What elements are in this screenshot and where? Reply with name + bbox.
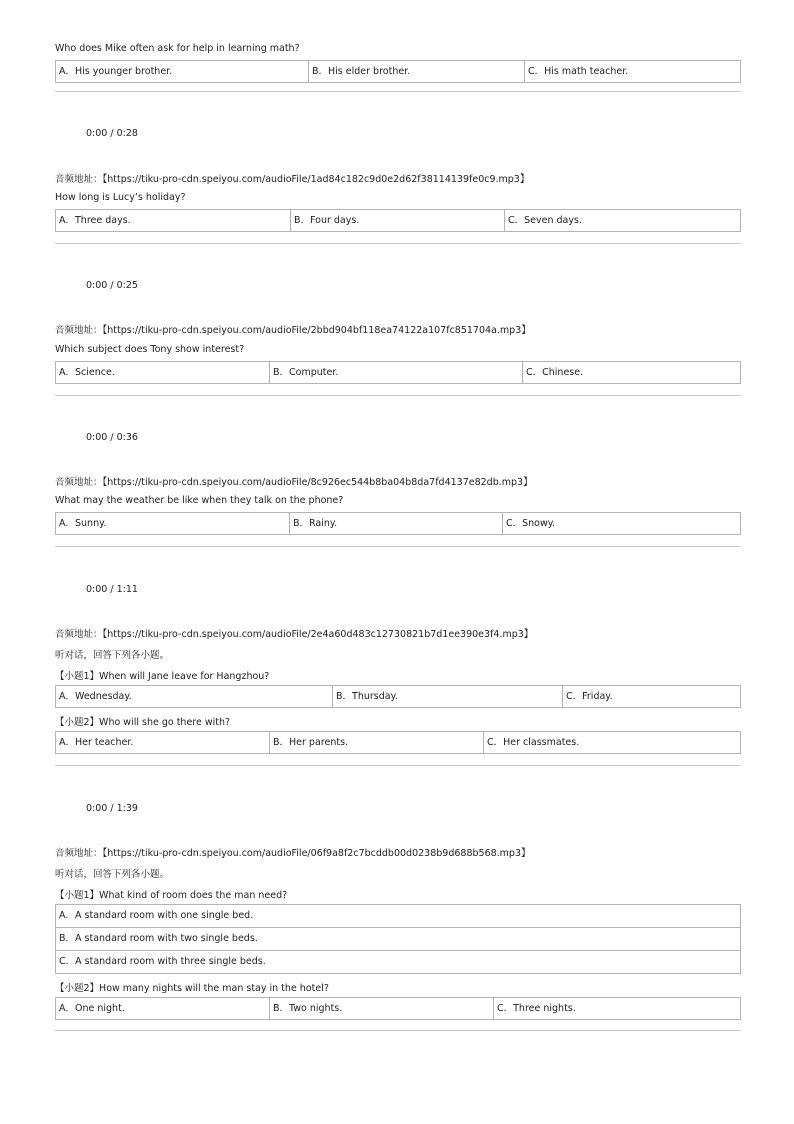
option-c[interactable]: C．A standard room with three single beds. bbox=[55, 950, 741, 974]
options-row bbox=[55, 60, 741, 83]
audio-url: 音频地址：【https://tiku-pro-cdn.speiyou.com/audioFile/8c926ec544b8ba04b8da7fd4137e82db.mp3】 bbox=[55, 477, 533, 488]
audio-url: 音频地址：【https://tiku-pro-cdn.speiyou.com/audioFile/2e4a60d483c12730821b7d1ee390e3f4.mp3】 bbox=[55, 629, 534, 640]
option-b[interactable]: B．Four days. bbox=[290, 210, 504, 231]
audio-player-time[interactable]: 0:00 / 0:25 bbox=[86, 280, 138, 291]
option-b[interactable]: B．Her parents. bbox=[269, 732, 483, 753]
option-a[interactable]: A．Science. bbox=[59, 367, 115, 378]
options-row bbox=[55, 361, 741, 384]
option-a[interactable]: A．Wednesday. bbox=[59, 691, 132, 702]
question-text: What may the weather be like when they talk on the phone? bbox=[55, 495, 344, 506]
section-divider bbox=[55, 243, 741, 244]
option-a[interactable]: A．His younger brother. bbox=[59, 66, 173, 77]
section-divider bbox=[55, 91, 741, 92]
option-a[interactable]: A．A standard room with one single bed. bbox=[55, 904, 741, 928]
options-row bbox=[55, 209, 741, 232]
option-b[interactable]: B．Computer. bbox=[269, 362, 522, 383]
options-row bbox=[55, 997, 741, 1020]
option-b[interactable]: B．His elder brother. bbox=[308, 61, 524, 82]
audio-url: 音频地址：【https://tiku-pro-cdn.speiyou.com/audioFile/2bbd904bf118ea74122a107fc851704a.mp3】 bbox=[55, 325, 531, 336]
audio-player-time[interactable]: 0:00 / 1:39 bbox=[86, 803, 138, 814]
question-text: 【小题2】Who will she go there with? bbox=[55, 717, 231, 728]
audio-url: 音频地址：【https://tiku-pro-cdn.speiyou.com/audioFile/1ad84c182c9d0e2d62f38114139fe0c9.mp3】 bbox=[55, 174, 530, 185]
option-b[interactable]: B．Two nights. bbox=[269, 998, 493, 1019]
question-text: 【小题1】When will Jane leave for Hangzhou? bbox=[55, 671, 270, 682]
options-row bbox=[55, 685, 741, 708]
question-text: How long is Lucy’s holiday? bbox=[55, 192, 186, 203]
options-row bbox=[55, 731, 741, 754]
option-c[interactable]: C．Her classmates. bbox=[483, 732, 740, 753]
section-divider bbox=[55, 1030, 741, 1031]
instruction-text: 听对话，回答下列各小题。 bbox=[55, 869, 170, 880]
option-b[interactable]: B．Thursday. bbox=[332, 686, 562, 707]
section-divider bbox=[55, 546, 741, 547]
option-c[interactable]: C．Seven days. bbox=[504, 210, 740, 231]
option-b[interactable]: B．Rainy. bbox=[289, 513, 502, 534]
instruction-text: 听对话，回答下列各小题。 bbox=[55, 650, 170, 661]
question-text: 【小题1】What kind of room does the man need? bbox=[55, 890, 288, 901]
option-c[interactable]: C．Snowy. bbox=[502, 513, 740, 534]
option-b[interactable]: B．A standard room with two single beds. bbox=[55, 927, 741, 951]
audio-url: 音频地址：【https://tiku-pro-cdn.speiyou.com/audioFile/06f9a8f2c7bcddb00d0238b9d688b568.mp3】 bbox=[55, 848, 531, 859]
option-a[interactable]: A．Three days. bbox=[59, 215, 131, 226]
option-a[interactable]: A．Her teacher. bbox=[59, 737, 134, 748]
question-text: Who does Mike often ask for help in learning math? bbox=[55, 43, 300, 54]
option-c[interactable]: C．Friday. bbox=[562, 686, 740, 707]
audio-player-time[interactable]: 0:00 / 1:11 bbox=[86, 584, 138, 595]
audio-player-time[interactable]: 0:00 / 0:36 bbox=[86, 432, 138, 443]
section-divider bbox=[55, 395, 741, 396]
option-c[interactable]: C．Chinese. bbox=[522, 362, 740, 383]
options-row bbox=[55, 512, 741, 535]
option-a[interactable]: A．One night. bbox=[59, 1003, 125, 1014]
section-divider bbox=[55, 765, 741, 766]
option-a[interactable]: A．Sunny. bbox=[59, 518, 107, 529]
audio-player-time[interactable]: 0:00 / 0:28 bbox=[86, 128, 138, 139]
option-c[interactable]: C．His math teacher. bbox=[524, 61, 740, 82]
question-text: Which subject does Tony show interest? bbox=[55, 344, 245, 355]
question-text: 【小题2】How many nights will the man stay in the hotel? bbox=[55, 983, 329, 994]
option-c[interactable]: C．Three nights. bbox=[493, 998, 740, 1019]
